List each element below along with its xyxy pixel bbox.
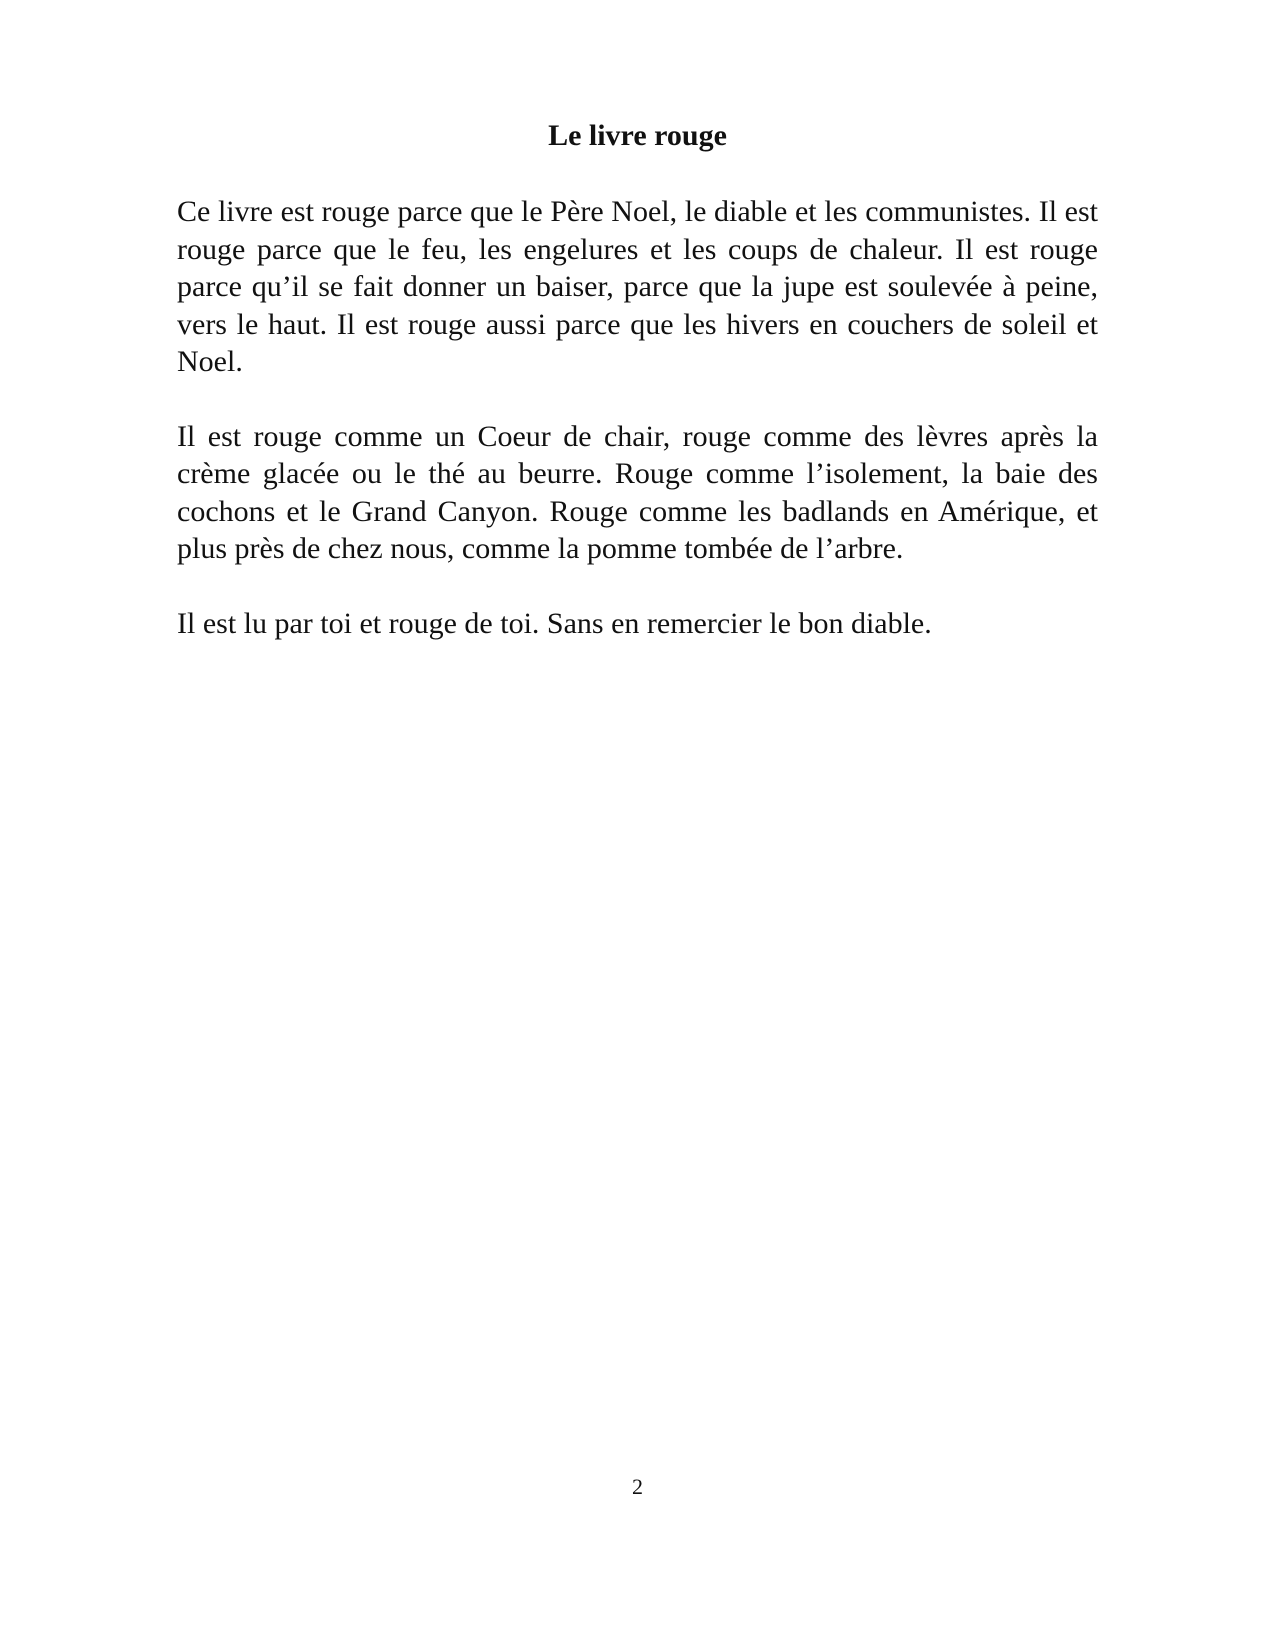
page-number: 2 [632,1474,643,1499]
page-title: Le livre rouge [548,119,727,152]
paragraph-3: Il est lu par toi et rouge de toi. Sans en remercier le bon diable. [177,606,932,640]
body-text [177,193,1098,679]
paragraph-1: Ce livre est rouge parce que le Père Noel, le diable et les communistes. Il est rouge parce que le feu, les engelures et les coups de chaleur. Il est rouge parce qu’il se fait donner un baiser, parce que la jupe est soulevée à peine, vers le haut. Il est rouge aussi parce que les hivers en couchers de soleil et Noel. [177,195,1098,378]
paragraph-2: Il est rouge comme un Coeur de chair, rouge comme des lèvres après la crème glacée ou le thé au beurre. Rouge comme l’isolement, la baie des cochons et le Grand Canyon. Rouge comme les badlands en Amérique, et plus près de chez nous, comme la pomme tombée de l’arbre. [177,419,1098,565]
